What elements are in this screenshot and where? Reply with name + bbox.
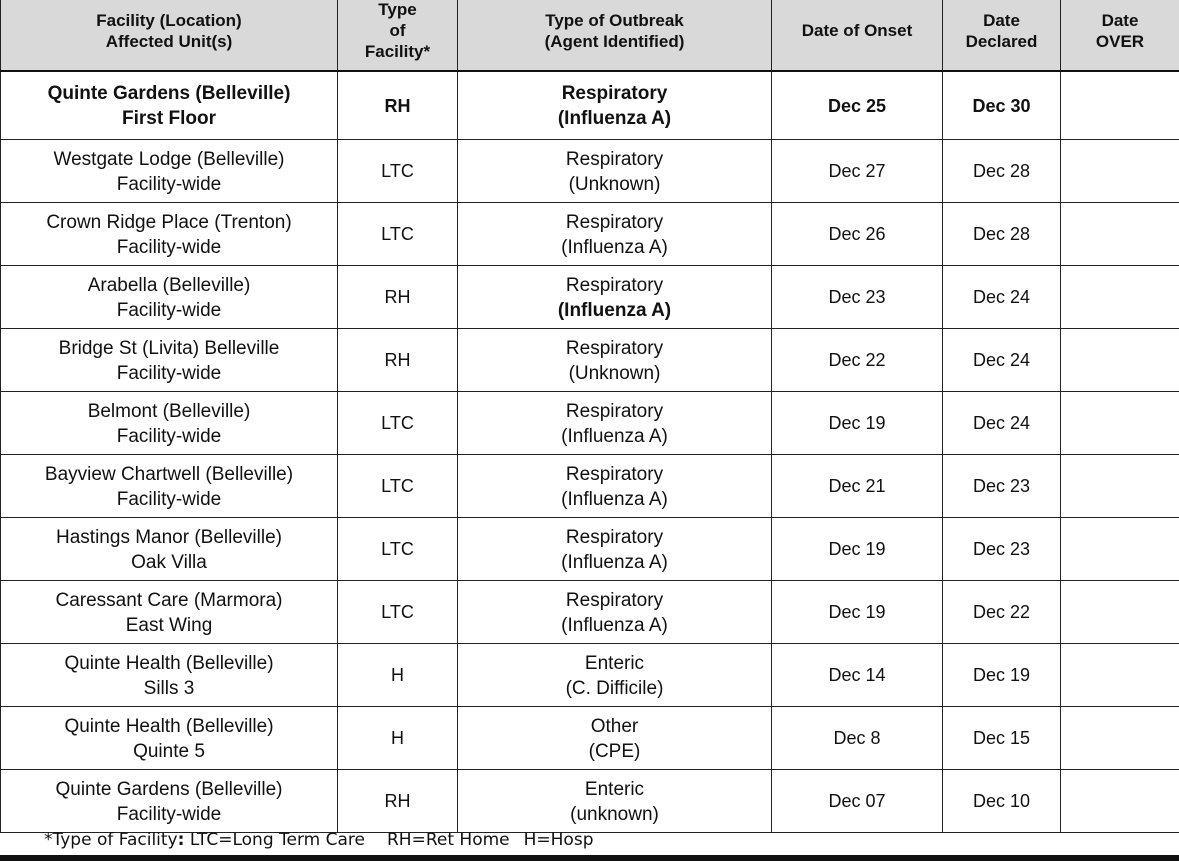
agent-identified: (Influenza A) [561,425,668,447]
cell-declared: Dec 28 [943,140,1061,203]
outbreak-type: Respiratory [565,400,664,422]
header-over-line-2: OVER [1095,31,1145,51]
table-row [1,455,1179,518]
cell-onset: Dec 26 [772,203,943,266]
cell-over [1061,770,1179,833]
cell-type: LTC [338,140,458,203]
cell-over [1061,707,1179,770]
cell-facility [1,644,338,707]
facility-name: Bayview Chartwell (Belleville) [44,463,294,485]
outbreak-type: Respiratory [561,83,668,104]
header-type-line-3: Facility* [364,42,431,61]
table-row [1,707,1179,770]
affected-unit: Oak Villa [131,551,207,573]
header-onset [772,0,943,71]
header-type-line-2: of [389,21,406,40]
cell-declared: Dec 24 [943,392,1061,455]
outbreak-type: Enteric [584,652,645,674]
cell-onset: Dec 19 [772,581,943,644]
cell-declared: Dec 19 [943,644,1061,707]
cell-declared: Dec 10 [943,770,1061,833]
facility-name: Crown Ridge Place (Trenton) [46,211,292,233]
agent-identified: (Influenza A) [557,299,672,321]
cell-onset: Dec 23 [772,266,943,329]
affected-unit: Facility-wide [116,236,222,258]
cell-onset: Dec 14 [772,644,943,707]
table-row [1,329,1179,392]
cell-onset: Dec 19 [772,392,943,455]
footnote-colon: : [177,830,185,850]
table-row [1,266,1179,329]
facility-name: Hastings Manor (Belleville) [56,526,282,548]
cell-outbreak [458,707,772,770]
agent-identified: (Influenza A) [561,551,668,573]
outbreak-type: Other [590,715,639,737]
cell-onset: Dec 22 [772,329,943,392]
outbreak-type: Respiratory [565,463,664,485]
table-row [1,203,1179,266]
cell-facility [1,518,338,581]
cell-type: RH [338,329,458,392]
table-row [1,518,1179,581]
cell-over [1061,71,1179,140]
agent-identified: (Influenza A) [561,488,668,510]
affected-unit: Facility-wide [116,425,222,447]
table-row [1,770,1179,833]
cell-facility [1,770,338,833]
header-outbreak-line-2: (Agent Identified) [544,31,685,51]
cell-facility [1,203,338,266]
cell-declared: Dec 30 [943,71,1061,140]
table-row [1,644,1179,707]
cell-outbreak [458,329,772,392]
cell-declared: Dec 28 [943,203,1061,266]
affected-unit: Sills 3 [143,677,195,699]
cell-outbreak [458,266,772,329]
outbreak-type: Respiratory [565,526,664,548]
facility-name: Arabella (Belleville) [87,274,251,296]
header-declared-line-2: Declared [965,31,1038,51]
header-declared-line-1: Date [983,10,1020,30]
cell-declared: Dec 23 [943,455,1061,518]
cell-type: LTC [338,392,458,455]
facility-name: Quinte Gardens (Belleville) [55,778,283,800]
facility-name: Bridge St (Livita) Belleville [58,337,280,359]
cell-onset: Dec 27 [772,140,943,203]
facility-name: Quinte Gardens (Belleville) [47,83,291,104]
cell-declared: Dec 15 [943,707,1061,770]
header-facility [1,0,338,71]
cell-facility [1,266,338,329]
agent-identified: (Unknown) [568,362,661,384]
cell-outbreak [458,644,772,707]
cell-over [1061,203,1179,266]
facility-name: Quinte Health (Belleville) [64,652,274,674]
cell-facility [1,329,338,392]
cell-facility [1,140,338,203]
cell-facility [1,581,338,644]
header-facility-line-2: Affected Unit(s) [105,31,233,51]
cell-declared: Dec 22 [943,581,1061,644]
affected-unit: Facility-wide [116,488,222,510]
cell-type: RH [338,770,458,833]
footnote-ltc: LTC=Long Term Care [189,830,365,850]
cell-over [1061,392,1179,455]
cell-facility [1,707,338,770]
header-type [338,0,458,71]
footnote-rh: RH=Ret Home [387,830,510,850]
cell-outbreak [458,518,772,581]
cell-outbreak [458,392,772,455]
table-row [1,392,1179,455]
header-onset-line-1: Date of Onset [801,21,913,40]
cell-type: RH [338,266,458,329]
table-row [1,71,1179,140]
facility-name: Caressant Care (Marmora) [55,589,283,611]
footnote-label: *Type of Facility [44,830,178,850]
cell-declared: Dec 24 [943,266,1061,329]
outbreak-type: Respiratory [565,274,664,296]
cell-type: LTC [338,518,458,581]
cell-type: LTC [338,203,458,266]
cell-over [1061,644,1179,707]
cell-type: H [338,644,458,707]
table-row [1,140,1179,203]
header-over-line-1: Date [1101,10,1139,30]
affected-unit: Facility-wide [116,362,222,384]
cell-over [1061,518,1179,581]
agent-identified: (Influenza A) [561,236,668,258]
cell-type: H [338,707,458,770]
facility-name: Quinte Health (Belleville) [64,715,274,737]
cell-outbreak [458,71,772,140]
outbreak-type: Respiratory [565,589,664,611]
table-header-row [1,0,1179,71]
facility-name: Westgate Lodge (Belleville) [53,148,285,170]
agent-identified: (Unknown) [568,173,661,195]
cell-over [1061,455,1179,518]
cell-type: LTC [338,455,458,518]
header-over [1061,0,1179,71]
agent-identified: (CPE) [588,740,641,762]
cell-facility [1,392,338,455]
header-type-line-1: Type [378,0,417,19]
cell-type: LTC [338,581,458,644]
cell-over [1061,266,1179,329]
table-row [1,581,1179,644]
outbreak-type: Respiratory [565,211,664,233]
header-outbreak [458,0,772,71]
facility-name: Belmont (Belleville) [87,400,251,422]
footnote-h: H=Hosp [523,830,594,850]
cell-type: RH [338,71,458,140]
cell-onset: Dec 19 [772,518,943,581]
cell-over [1061,140,1179,203]
cell-onset: Dec 8 [772,707,943,770]
outbreak-type: Respiratory [565,148,664,170]
cell-onset: Dec 07 [772,770,943,833]
cell-facility [1,71,338,140]
cell-outbreak [458,581,772,644]
cell-over [1061,581,1179,644]
cell-outbreak [458,455,772,518]
affected-unit: East Wing [125,614,213,636]
agent-identified: (Influenza A) [557,108,672,129]
agent-identified: (C. Difficile) [565,677,664,699]
window-bottom-edge [0,855,1179,861]
cell-outbreak [458,203,772,266]
affected-unit: First Floor [122,108,216,129]
header-facility-line-1: Facility (Location) [96,10,242,30]
cell-facility [1,455,338,518]
affected-unit: Facility-wide [116,173,222,195]
cell-onset: Dec 21 [772,455,943,518]
affected-unit: Quinte 5 [133,740,205,762]
outbreak-type: Enteric [584,778,645,800]
affected-unit: Facility-wide [116,299,222,321]
cell-onset: Dec 25 [772,71,943,140]
agent-identified: (Influenza A) [561,614,668,636]
cell-over [1061,329,1179,392]
cell-outbreak [458,770,772,833]
header-outbreak-line-1: Type of Outbreak [545,10,684,30]
header-declared [943,0,1061,71]
cell-declared: Dec 24 [943,329,1061,392]
cell-declared: Dec 23 [943,518,1061,581]
outbreak-type: Respiratory [565,337,664,359]
affected-unit: Facility-wide [116,803,222,825]
facility-type-footnote [44,830,593,850]
cell-outbreak [458,140,772,203]
agent-identified: (unknown) [570,803,659,825]
